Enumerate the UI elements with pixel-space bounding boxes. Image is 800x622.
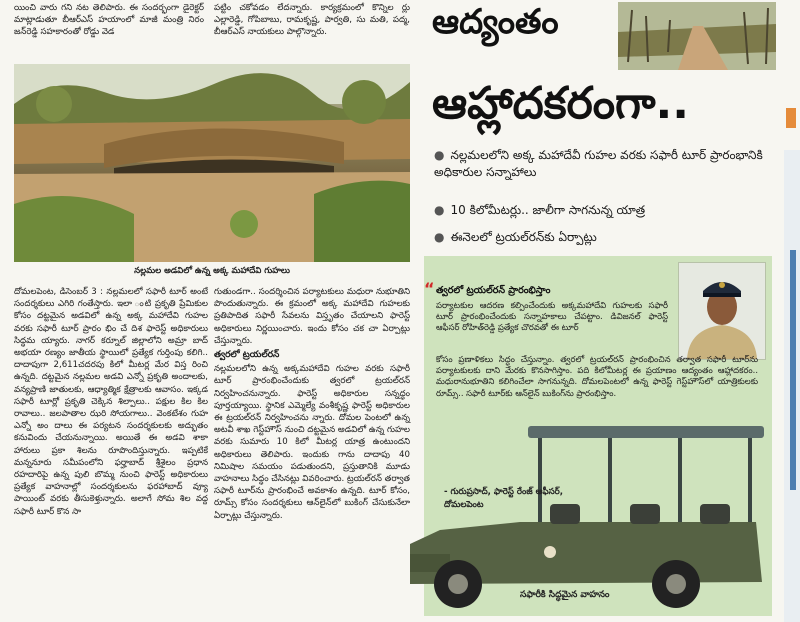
page-edge-accent — [790, 250, 796, 490]
article-column-2 — [214, 286, 410, 522]
cave-caption: నల్లమల అడవిలో ఉన్న అక్క మహాదేవి గుహలు — [134, 266, 290, 276]
quote-heading — [424, 279, 551, 298]
page-edge-marker — [786, 108, 796, 128]
column-2-paragraph-b: నల్లమలలోని ఉన్న అక్కమహాదేవి గుహల వరకు సఫారీ టూర్ ప్రారంభించేందుకు త్వరలో ట్రయల్‌రన్ నిర్వహించనున్నారు. ఫారెస్ట్ అధికారుల సన్నద్ధం పూర్తయ్యాయి. స్థానిక ఎమ్మెల్యే వంశీకృష్ణ ఫారెస్ట్ అధికారుల ఈ ట్రయల్‌రన్ నిర్వహించను న్నారు. దోమల పెంటలో ఉన్న అటవీ శాఖ గెస్ట్‌హౌస్ నుంచి దట్టమైన అడవిలో ఉన్న గుహల వరకు సుమారు 10 కిలో మీటర్ల యాత్ర ఉంటుందని అధికారులు తెలిపారు. ఇందుకు గాను దాదాపు 40 నిమిషాల సమయం పడుతుందని, ప్రస్తుతానికి మూడు వాహనాలు సిద్ధం చేసినట్లు వివరించారు. ట్రయల్‌రన్ తర్వాత సఫారీ టూర్‌ను ప్రారంభించే అవకాశం ఉన్నది. టూర్ కోసం, రూమ్స్ కోసం సందర్శకులు ఆన్‌లైన్‌లో బుకింగ్ చేసుకునేలా ఏర్పాట్లు చేస్తున్నారు. — [214, 364, 410, 521]
bullet-2 — [434, 202, 764, 219]
bullet-3-text: ఈనెలలో ట్రయల్‌రన్‌కు ఏర్పాట్లు — [450, 230, 597, 244]
quote-text-a: పర్యాటకుల ఆదరణ కల్పించేందుకు అక్కమహాదేవి గుహలకు సఫారీ టూర్ ప్రారంభించేందుకు సన్నాహకాలు చేపట్టాం. డివిజనల్ ఫారెస్ట్ ఆఫీసర్ రోహిత్‌రెడ్డి ప్రత్యేక చొరవతో ఈ టూర్ — [436, 300, 668, 333]
cave-photo — [14, 64, 410, 262]
quote-mark-icon: “ — [424, 279, 435, 298]
quote-credit: - గురుప్రసాద్, ఫారెస్ట్ రేంజ్ ఆఫీసర్, దోమలపెంట — [444, 487, 563, 510]
officer-photo — [678, 262, 766, 360]
safari-jeep-illustration — [400, 412, 780, 612]
bullet-dot-icon: ● — [434, 230, 445, 244]
bullet-3 — [434, 229, 764, 246]
column-2-subhead: త్వరలో ట్రయల్‌రన్ — [214, 350, 280, 361]
forest-road-photo — [618, 2, 776, 70]
quote-heading-text: త్వరలో ట్రయల్‌రన్ ప్రారంభిస్తాం — [436, 285, 551, 296]
jeep-caption: సఫారీకి సిద్ధమైన వాహనం — [520, 590, 610, 600]
headline-line-1: ఆద్యంతం — [432, 2, 559, 42]
bullet-1-text: నల్లమలలోని అక్క మహాదేవీ గుహల వరకు సఫారీ టూర్ ప్రారంభానికి అధికారుల సన్నాహాలు — [434, 148, 763, 179]
quote-text-b: కోసం ప్రణాళికలు సిద్ధం చేస్తున్నాం. త్వరలో ట్రయల్‌రన్ ప్రారంభించిన తర్వాత సఫారీ టూర్‌ను పర్యాటకులకు దాని మేరకు కొనసాగిస్తాం. పది కిలోమీటర్ల ఈ ప్రయాణం ఆద్యంతం ఆహ్లాదకరం.. మధురానుభూతిని కలిగించేలా సాగనున్నది. దోమలపెంటలో ఉన్న ఫారెస్ట్ గెస్ట్‌హౌస్‌లో యాత్రికులకు రూమ్స్.. సఫారీ టూర్‌కు ఆన్‌లైన్ బుకింగ్‌ను ప్రారంభిస్తాం. — [436, 354, 758, 398]
bullet-dot-icon: ● — [434, 148, 445, 162]
bullet-1 — [434, 147, 784, 181]
article-column-1: దోమలపెంట, డిసెంబర్ 3 : నల్లమలలో సఫారీ టూర్ అంటే సందర్శకులు ఎగిరి గంతేస్తారు. ఇలా ంటి ప్రకృతి ప్రేమికుల కోసం దట్టమైన అడవిలో ఉన్న అక్క మహాదేవి గుహల వరకు సఫారీ టూర్ ప్రారం భిం చే దిశ ఫారెస్ట్ అధికారులు సిద్ధమ య్యారు. నాగర్ కర్నూల్ జిల్లాలోని అమ్రా బాద్ అభయా రణ్యం జాతీయ స్థాయిలో ప్రత్యేక గుర్తింపు కలిగి.. దాదాపుగా 2,611చదరపు కిలో మీటర్ల మేర విస్త రించి ఉన్నది. దట్టమైన నల్లమల అడవి ఎన్నో ప్రకృతి అందాలకు, వన్యప్రాణి జాతులకు, ఆధ్యాత్మిక క్షేత్రాలకు ఆవాసం. ఇక్కడ సఫారీ టూర్లో ప్రకృతి చెక్కిన శిల్పాలు.. పక్షుల కిల కిల రావాలు.. జలపాతాల ఝరి సోయగాలు.. వెంకటేశం గుహ ఎన్నో అం దాలు ఈ పర్యటన సందర్శకులకు అద్భుతం కనువిందు చేయనున్నాయి. అయితే ఈ అడవి శాకా హారులు ప్రకా శిలను రూపొందిస్తున్నారు. ఇప్పటికే మన్ననూరు సమీపంలోని ఫర్హాబాద్ శ్రీశైలం ప్రధాన రహదారిపై ఉన్న పులి బొమ్మ నుంచి ఫారెస్ట్ అధికారులు ప్రత్యేక వాహనాల్లో సందర్శకులను ఫరహాబాద్ వ్యూ పాయింట్ వరకు తీసుకెళ్తున్నారు. అలాగే సోమ శిల వద్ద సఫారీ టూర్ కొన సా — [14, 287, 208, 517]
top-left-text: యించి వారు గని నట తెలిపారు. ఈ సందర్భంగా డైరెక్టర్ మాట్లాడుతూ బీఆర్ఎస్ హయాంలో మాజీ మంత్రి నిరం జన్‌రెడ్డి సహకారంతో రోడ్డు వెడ — [14, 3, 204, 38]
column-2-paragraph-a: గుతుండగా.. సందర్శించిన పర్యాటకులు మధురా నుభూతిని పొందుతున్నారు. ఈ క్రమంలో అక్క మహాదేవి గుహలకు ప్రతిపాదిత సఫారీ సేవలను విస్తృతం చేయాలని ఫారెస్ట్ అధికారులు నిర్ణయించారు. ఇందు కోసం చక చా ఏర్పాట్లు చేస్తున్నారు. — [214, 287, 410, 346]
headline-line-2: ఆహ్లాదకరంగా.. — [432, 78, 689, 129]
top-mid-text: పట్టిం చకోవడం లేదన్నారు. కార్యక్రమంలో కొన్నిల ర్లు ఎల్లారెడ్డి, గోపిబాబు, రామకృష్ణ, పార్వతి, సు మతి, పద్మ, బీఆర్ఎస్ నాయకులు పాల్గొన్నారు. — [214, 3, 410, 38]
bullet-2-text: 10 కిలోమీటర్లు.. జాలీగా సాగనున్న యాత్ర — [450, 203, 646, 217]
bullet-dot-icon: ● — [434, 203, 445, 217]
